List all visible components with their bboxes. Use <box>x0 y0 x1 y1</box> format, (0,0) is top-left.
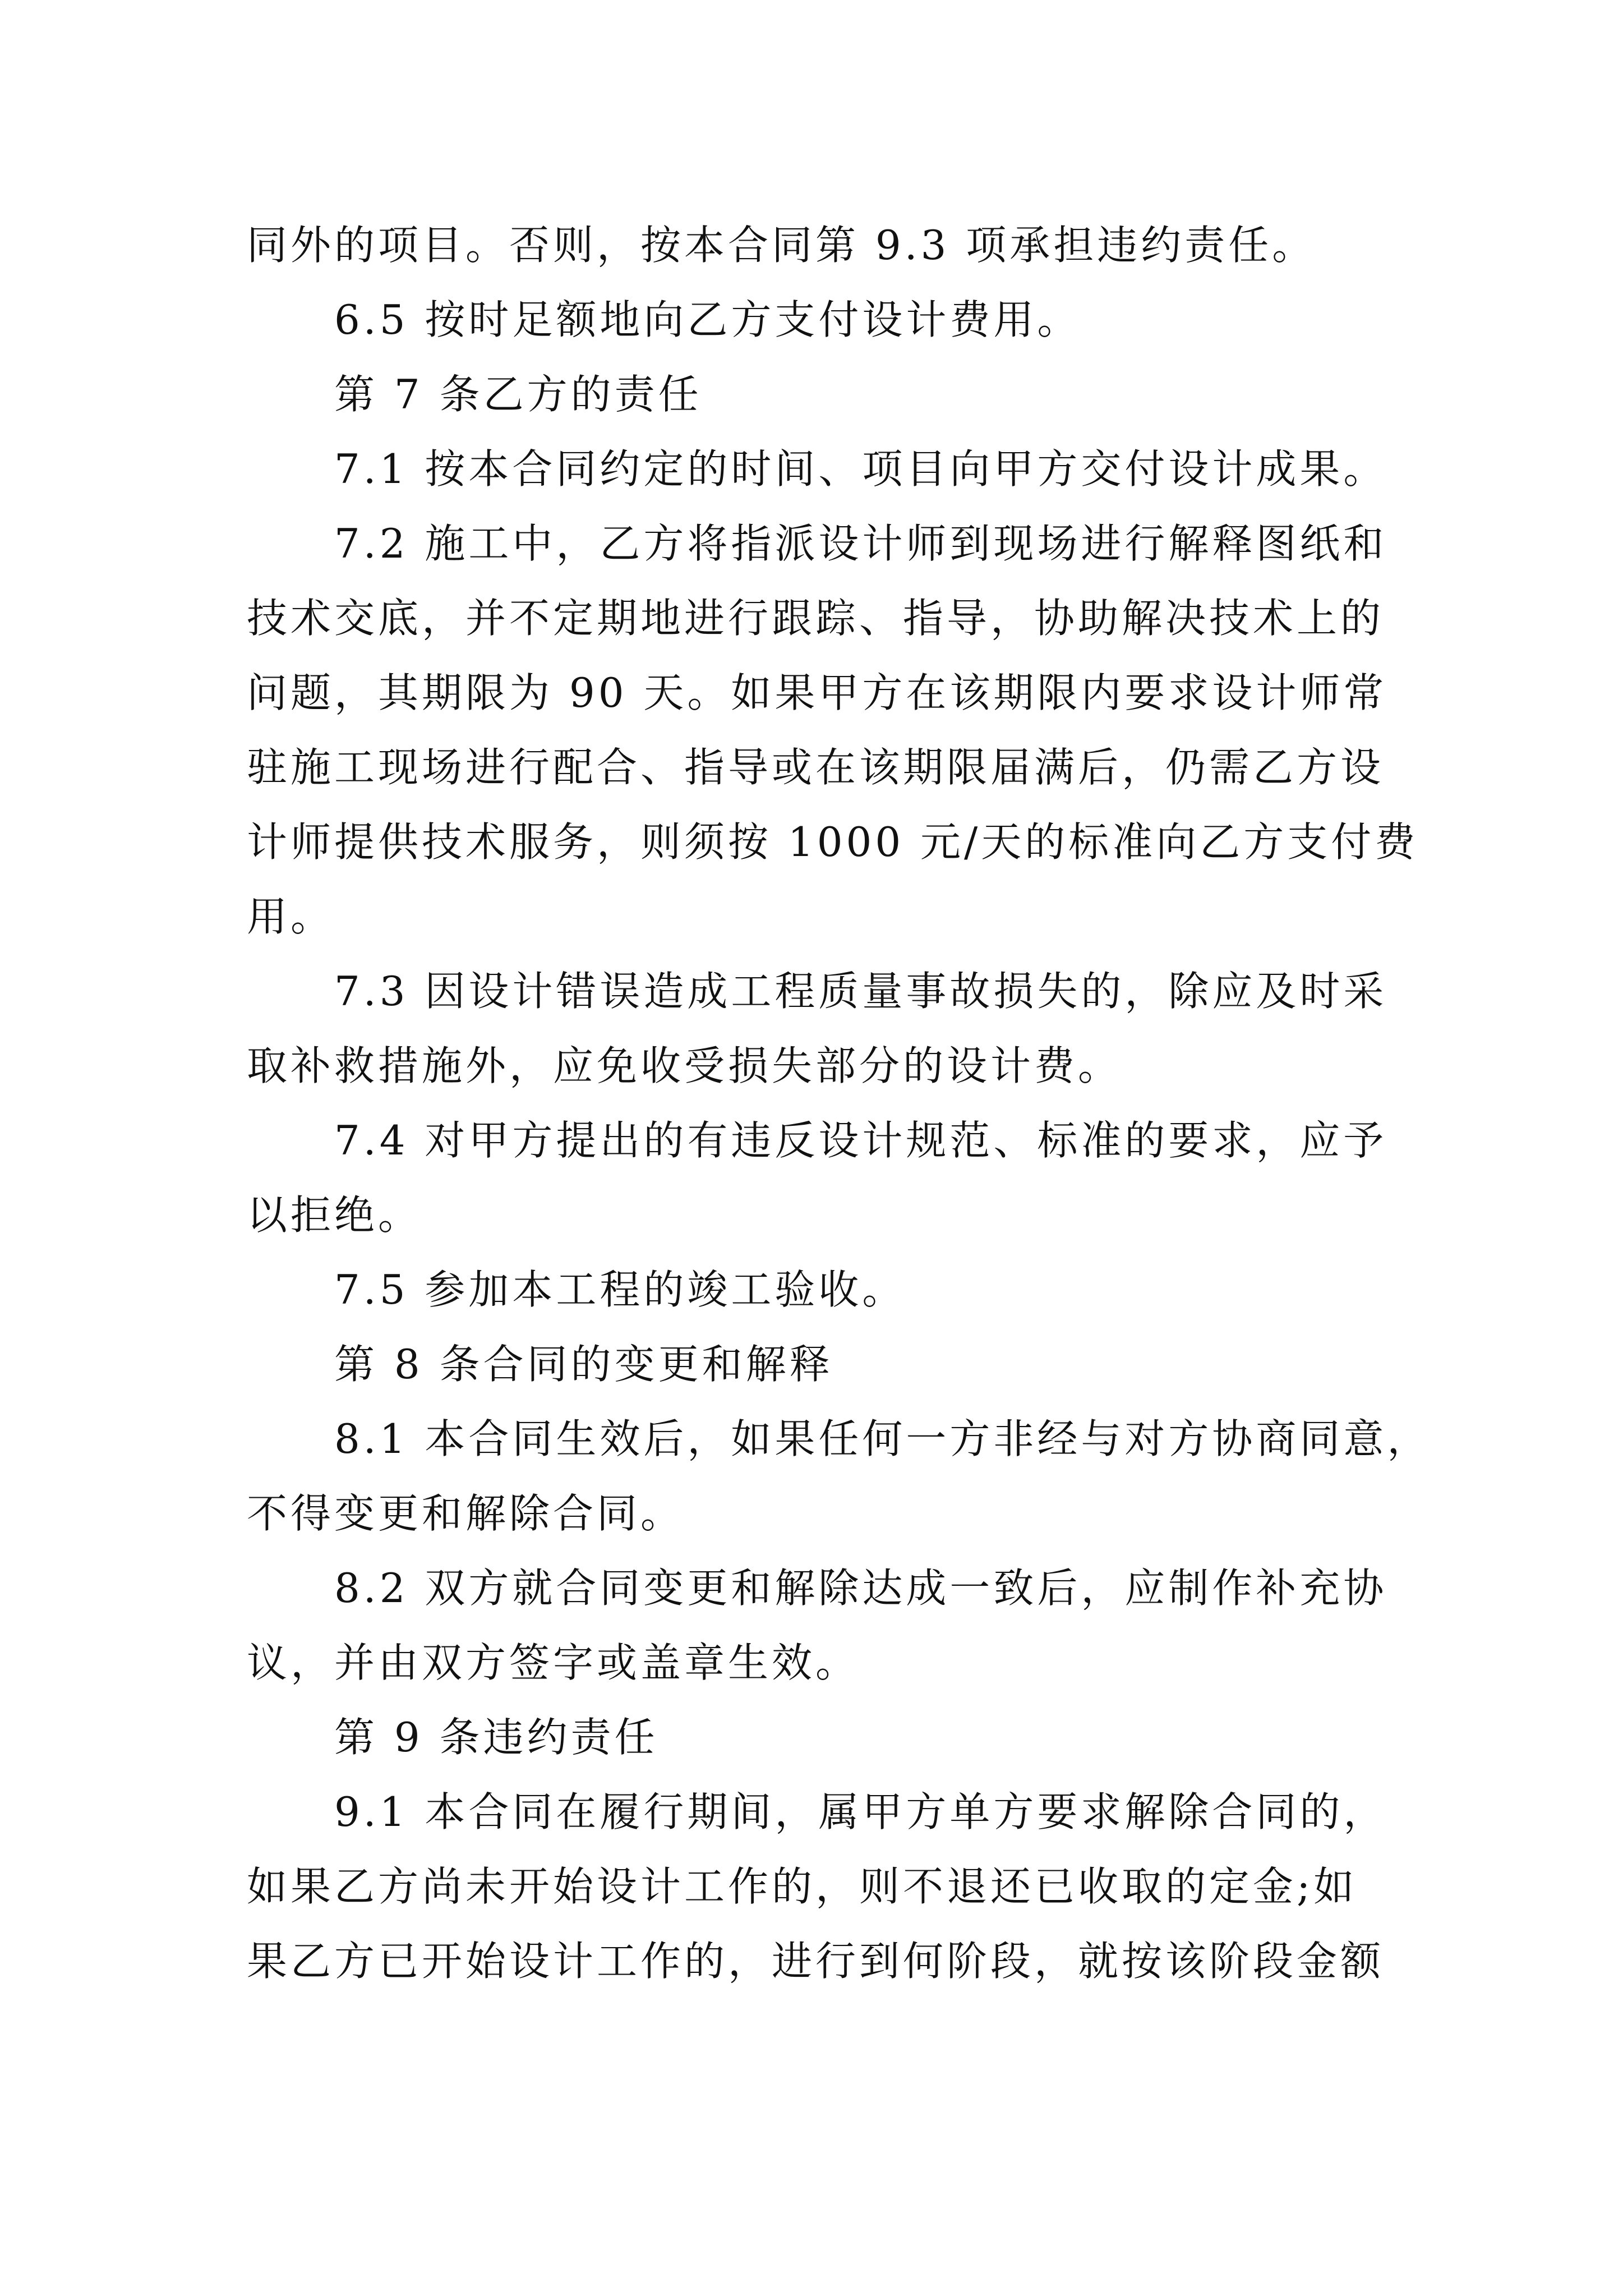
paragraph-line: 用。 <box>247 893 335 940</box>
paragraph-line: 同外的项目。否则，按本合同第 9.3 项承担违约责任。 <box>247 222 1316 269</box>
paragraph-line: 6.5 按时足额地向乙方支付设计费用。 <box>334 296 1081 343</box>
paragraph-line: 7.3 因设计错误造成工程质量事故损失的，除应及时采 <box>334 968 1387 1015</box>
paragraph-line: 议，并由双方签字或盖章生效。 <box>247 1639 860 1686</box>
paragraph-line: 如果乙方尚未开始设计工作的，则不退还已收取的定金;如 <box>247 1863 1358 1910</box>
paragraph-line: 7.1 按本合同约定的时间、项目向甲方交付设计成果。 <box>334 445 1387 493</box>
paragraph-line: 果乙方已开始设计工作的，进行到何阶段，就按该阶段金额 <box>247 1938 1385 1985</box>
section-heading: 第 9 条违约责任 <box>334 1714 658 1761</box>
paragraph-line: 8.1 本合同生效后，如果任何一方非经与对方协商同意， <box>334 1415 1431 1462</box>
paragraph-line: 7.4 对甲方提出的有违反设计规范、标准的要求，应予 <box>334 1117 1387 1164</box>
section-heading: 第 7 条乙方的责任 <box>334 371 702 418</box>
paragraph-line: 驻施工现场进行配合、指导或在该期限届满后，仍需乙方设 <box>247 744 1385 791</box>
paragraph-line: 9.1 本合同在履行期间，属甲方单方要求解除合同的， <box>334 1788 1387 1835</box>
section-heading: 第 8 条合同的变更和解释 <box>334 1341 833 1388</box>
paragraph-line: 7.5 参加本工程的竣工验收。 <box>334 1266 906 1313</box>
paragraph-line: 计师提供技术服务，则须按 1000 元/天的标准向乙方支付费 <box>247 818 1419 866</box>
paragraph-line: 以拒绝。 <box>247 1191 422 1239</box>
paragraph-line: 取补救措施外，应免收受损失部分的设计费。 <box>247 1042 1122 1089</box>
paragraph-line: 不得变更和解除合同。 <box>247 1490 685 1537</box>
paragraph-line: 7.2 施工中，乙方将指派设计师到现场进行解释图纸和 <box>334 520 1387 567</box>
paragraph-line: 技术交底，并不定期地进行跟踪、指导，协助解决技术上的 <box>247 595 1385 642</box>
paragraph-line: 8.2 双方就合同变更和解除达成一致后，应制作补充协 <box>334 1565 1387 1612</box>
paragraph-line: 问题，其期限为 90 天。如果甲方在该期限内要求设计师常 <box>247 669 1387 716</box>
